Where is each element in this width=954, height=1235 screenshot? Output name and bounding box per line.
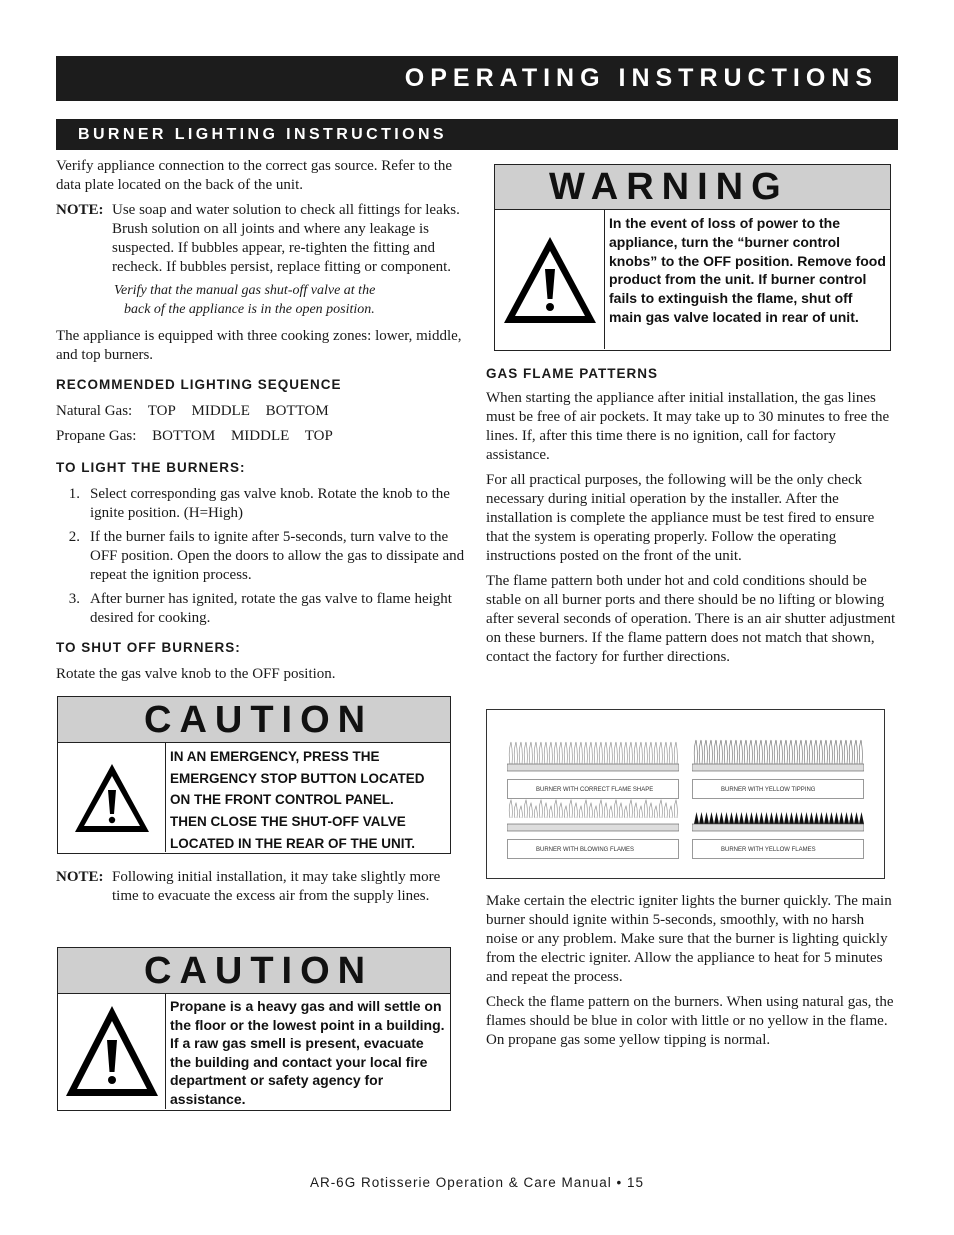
caution-box-propane: [57, 947, 451, 1111]
flame-illustration: [692, 796, 864, 832]
list-item: [56, 485, 470, 523]
natural-gas-sequence: [56, 402, 470, 421]
lighting-sequence-heading: RECOMMENDED LIGHTING SEQUENCE: [56, 377, 342, 392]
right-column-lower: [486, 892, 898, 1056]
list-item: [56, 590, 470, 628]
left-column: [56, 157, 470, 690]
caution-line: EMERGENCY STOP BUTTON LOCATED: [170, 770, 425, 786]
paragraph-flame-color: Check the flame pattern on the burners. When using natural gas, the flames should be blue in color with little or no yellow in the flame. On propane gas some yellow tipping is normal.: [486, 994, 894, 1048]
flame-patterns-heading: GAS FLAME PATTERNS: [486, 366, 658, 381]
natural-step: MIDDLE: [191, 403, 250, 419]
note-text: Following initial installation, it may take slightly more time to evacuate the excess air from the supply lines.: [112, 869, 441, 904]
right-column: [486, 364, 898, 673]
warning-title: WARNING: [495, 165, 890, 210]
page-title-banner: OPERATING INSTRUCTIONS: [56, 56, 898, 101]
shut-off-heading: TO SHUT OFF BURNERS:: [56, 640, 241, 655]
caution-box-emergency: [57, 696, 451, 854]
caution-line: THEN CLOSE THE SHUT-OFF VALVE: [170, 814, 406, 830]
flame-panel-correct: [507, 736, 679, 799]
note-installation-block: [56, 868, 456, 910]
caution-title: CAUTION: [58, 697, 450, 743]
shut-off-text: Rotate the gas valve knob to the OFF position.: [56, 666, 336, 682]
caution-message: Propane is a heavy gas and will settle on the floor or the lowest point in a building. If a raw gas smell is present, evacuate the building and contact your local fire department or safety agency for assistance.: [170, 998, 445, 1107]
warning-triangle-icon: [495, 210, 605, 349]
step-text: If the burner fails to ignite after 5-seconds, turn valve to the OFF position. Open the doors to allow the gas to dissipate and repeat the ignition process.: [90, 529, 465, 583]
caution-title: CAUTION: [58, 948, 450, 994]
natural-step: BOTTOM: [265, 403, 329, 419]
propane-step: MIDDLE: [230, 428, 290, 444]
note-text: Use soap and water solution to check all fittings for leaks. Brush solution on all joints and where any leakage is suspected. If bubbles appear, re-tighten the fitting and recheck. If bubbles persist, replace fitting or component.: [112, 202, 460, 275]
paragraph-air-pockets: When starting the appliance after initial installation, the gas lines must be free of air pockets. It may take up to 30 minutes to free the lines. If, after this time there is no ignition, call for factory assistance.: [486, 390, 890, 463]
paragraph-flame-stability: The flame pattern both under hot and cold conditions should be stable on all burner ports and there should be no lifting or blowing after several seconds of operation. There is an air shutter adjustment on these burners. If the flame pattern does not match that shown, contact the factory for further directions.: [486, 573, 896, 665]
step-text: After burner has ignited, rotate the gas valve to flame height desired for cooking.: [90, 591, 452, 626]
step-number: 2.: [68, 529, 80, 545]
step-text: Select corresponding gas valve knob. Rotate the knob to the ignite position. (H=High): [90, 486, 450, 521]
warning-triangle-icon: [58, 994, 166, 1109]
valve-reminder-line1: Verify that the manual gas shut-off valve at the: [114, 283, 376, 298]
warning-box-power-loss: [494, 164, 891, 351]
note-label: NOTE:: [56, 202, 104, 218]
lighting-steps: [56, 485, 470, 628]
warning-triangle-icon: [58, 743, 166, 852]
flame-caption: BURNER WITH YELLOW FLAMES: [692, 839, 864, 859]
flame-pattern-figure: [486, 709, 885, 879]
flame-illustration: [507, 736, 679, 772]
caution-line: ON THE FRONT CONTROL PANEL.: [170, 792, 394, 808]
valve-reminder-line2: back of the appliance is in the open position.: [124, 302, 375, 317]
paragraph-igniter: Make certain the electric igniter lights the burner quickly. The main burner should ignite within 5-seconds, smoothly, with no harsh noise or any problem. Make sure that the burner is lighting quickly from the electric igniter. Allow the appliance to heat for 5 minutes and repeat the process.: [486, 893, 892, 985]
flame-illustration: [692, 736, 864, 772]
paragraph-initial-check: For all practical purposes, the following will be the only check necessary during initial operation by the installer. After the installation is complete the appliance must be test fired to ensure that the system is operating properly. Follow the operating instructions posted on the front of the unit.: [486, 472, 875, 564]
light-burners-heading: TO LIGHT THE BURNERS:: [56, 460, 246, 475]
page-footer: AR-6G Rotisserie Operation & Care Manual • 15: [309, 1175, 645, 1190]
propane-step: TOP: [304, 428, 333, 444]
valve-reminder: [56, 281, 470, 319]
flame-panel-yellow-flames: [692, 796, 864, 859]
flame-caption: BURNER WITH BLOWING FLAMES: [507, 839, 679, 859]
intro-paragraph: Verify appliance connection to the correct gas source. Refer to the data plate located on the back of the unit.: [56, 158, 453, 193]
step-number: 3.: [68, 591, 80, 607]
warning-message: In the event of loss of power to the appliance, turn the “burner control knobs” to the OFF position. Remove food product from the unit. If burner control fails to extinguish the flame, shut off main gas valve located in rear of unit.: [609, 215, 886, 325]
natural-gas-label: Natural Gas:: [56, 403, 133, 419]
flame-caption: BURNER WITH YELLOW TIPPING: [692, 779, 864, 799]
flame-panel-blowing: [507, 796, 679, 859]
natural-step: TOP: [147, 403, 176, 419]
flame-caption: BURNER WITH CORRECT FLAME SHAPE: [507, 779, 679, 799]
caution-line: IN AN EMERGENCY, PRESS THE: [170, 749, 380, 764]
propane-step: BOTTOM: [152, 428, 216, 444]
propane-gas-label: Propane Gas:: [56, 428, 137, 444]
step-number: 1.: [68, 486, 80, 502]
caution-line: LOCATED IN THE REAR OF THE UNIT.: [170, 835, 415, 851]
flame-panel-yellow-tipping: [692, 736, 864, 799]
note-installation: [56, 868, 456, 906]
section-heading-bar: BURNER LIGHTING INSTRUCTIONS: [56, 119, 898, 150]
list-item: [56, 528, 470, 585]
propane-gas-sequence: [56, 427, 470, 446]
zones-paragraph: The appliance is equipped with three cooking zones: lower, middle, and top burners.: [56, 328, 462, 363]
caution-message: [166, 743, 429, 858]
note-leak-check: [56, 201, 470, 277]
note-label: NOTE:: [56, 869, 104, 885]
flame-illustration: [507, 796, 679, 832]
